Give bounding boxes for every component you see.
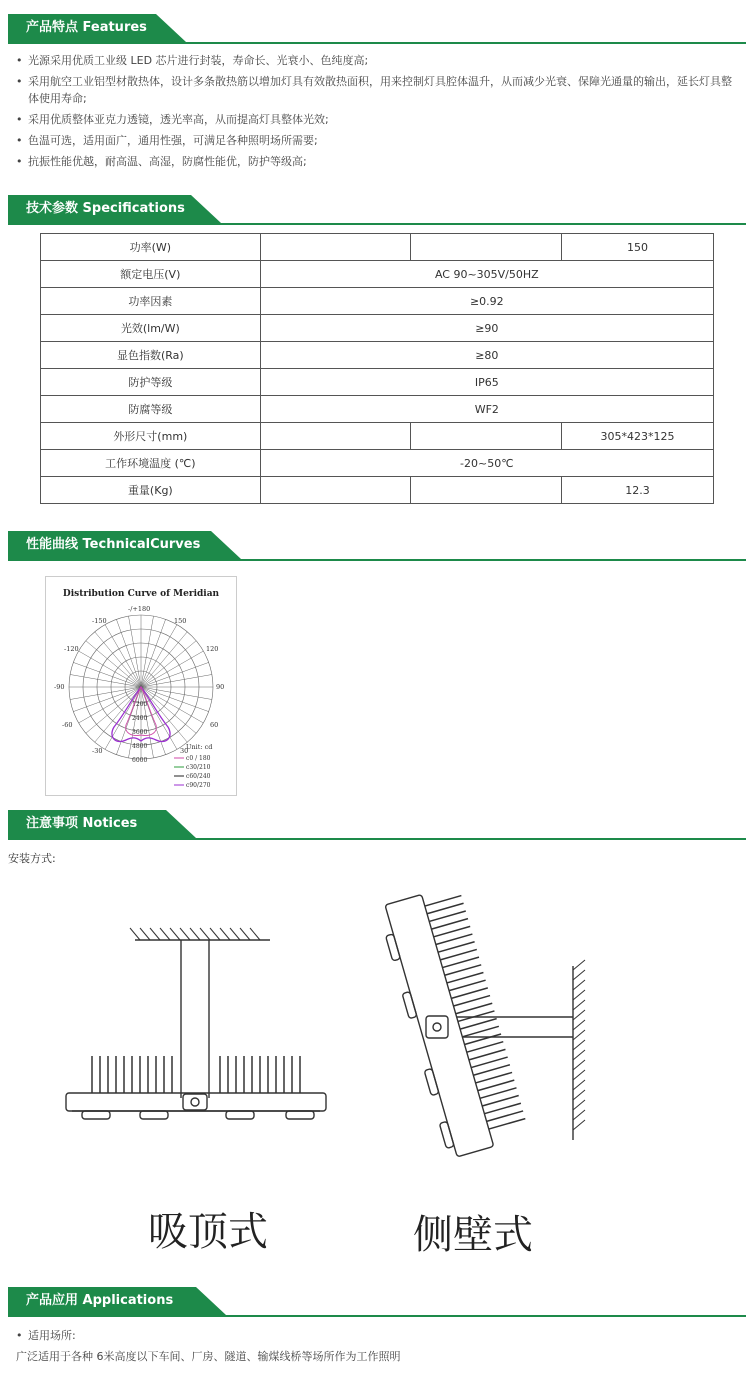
diagram-line (573, 970, 585, 980)
diagram-line (482, 1096, 519, 1106)
diagram-line (573, 1100, 585, 1110)
ring-label: 3600 (132, 729, 148, 736)
diagram-line (573, 990, 585, 1000)
spec-value: AC 90~305V/50HZ (260, 261, 713, 288)
spec-blank (411, 477, 562, 504)
ring-label: 6000 (132, 757, 148, 764)
diagram-line (573, 1110, 585, 1120)
diagram-line (460, 1019, 497, 1029)
angle-label: -30 (92, 747, 103, 755)
table-row (41, 369, 714, 396)
diagram-line (573, 1080, 585, 1090)
diagram-line (573, 960, 585, 970)
diagram-line (458, 1011, 495, 1021)
diagram-line (469, 1049, 506, 1059)
diagram-line (427, 903, 464, 913)
spec-value: 305*423*125 (562, 423, 714, 450)
spec-value: ≥80 (260, 342, 713, 369)
divider (8, 42, 746, 44)
section-title: 产品特点 Features (8, 14, 156, 42)
list-item: • 采用航空工业铝型材散热体，设计多条散热筋以增加灯具有效散热面积，用来控制灯具腔体温升，从而减少光衰、保障光通量的输出，延长灯具整体使用寿命; (16, 73, 741, 107)
diagram-line (240, 928, 250, 940)
diagram-line (170, 928, 180, 940)
bullet: • (16, 1329, 23, 1342)
applications (16, 1327, 401, 1366)
diagram-line (473, 1065, 510, 1075)
table-row (41, 342, 714, 369)
spec-value: 12.3 (562, 477, 714, 504)
diagram-line (573, 1020, 585, 1030)
angle-label: 150 (174, 617, 187, 625)
angle-label: 60 (210, 721, 219, 729)
spec-blank (260, 234, 411, 261)
section-header-specs (8, 195, 746, 225)
angle-label: -90 (54, 683, 65, 691)
unit-label: Unit: cd (186, 743, 213, 751)
diagram-line (573, 1010, 585, 1020)
section-header-features (8, 14, 746, 44)
diagram-line (573, 1030, 585, 1040)
ceiling-caption: 吸顶式 (148, 1209, 268, 1255)
diagram-line (478, 1080, 515, 1090)
diagram-line (573, 1090, 585, 1100)
legend-item: c0 / 180 (186, 755, 211, 762)
table-row (41, 315, 714, 342)
diagram-line (573, 1070, 585, 1080)
section-title: 注意事项 Notices (8, 810, 166, 838)
diagram-line (454, 996, 491, 1006)
section-title: 性能曲线 TechnicalCurves (8, 531, 211, 559)
diagram-line (489, 1119, 526, 1129)
angle-label: -150 (92, 617, 107, 625)
diagram-line (471, 1057, 508, 1067)
angle-label: -60 (62, 721, 73, 729)
diagram-line (440, 949, 477, 959)
diagram-line (456, 1003, 493, 1013)
spec-blank (411, 234, 562, 261)
diagram-line (436, 934, 473, 944)
diagram-line (442, 957, 479, 967)
diagram-line (573, 1060, 585, 1070)
diagram-line (230, 928, 240, 940)
diagram-line (210, 928, 220, 940)
polar-chart (46, 577, 236, 795)
distribution-curve (45, 576, 237, 796)
diagram-line (487, 1111, 524, 1121)
legend-item: c60/240 (186, 773, 211, 780)
section-header-curves (8, 531, 746, 561)
spec-blank (411, 423, 562, 450)
install-label: 安装方式: (8, 852, 56, 865)
diagram-line (250, 928, 260, 940)
ring-label: 1200 (132, 701, 148, 708)
wall-caption: 侧壁式 (413, 1212, 533, 1258)
angle-label: 30 (180, 747, 189, 755)
diagram-line (467, 1042, 504, 1052)
curve-legend (174, 755, 211, 789)
app-label: 适用场所: (28, 1329, 76, 1342)
section-title: 技术参数 Specifications (8, 195, 191, 223)
angle-label: 120 (206, 645, 219, 653)
section-header-notices (8, 810, 746, 840)
diagram-line (480, 1088, 517, 1098)
diagram-line (447, 972, 484, 982)
table-row (41, 450, 714, 477)
table-row (41, 261, 714, 288)
angle-label: -/+180 (128, 605, 151, 613)
diagram-line (425, 896, 462, 906)
diagram-line (190, 928, 200, 940)
legend-item: c90/270 (186, 782, 211, 789)
diagram-line (449, 980, 486, 990)
table-row (41, 477, 714, 504)
spec-blank (260, 423, 411, 450)
section-header-apps (8, 1287, 746, 1317)
app-text: 广泛适用于各种 6米高度以下车间、厂房、隧道、输煤线桥等场所作为工作照明 (16, 1350, 401, 1363)
spec-label: 工作环境温度 (℃) (41, 450, 261, 477)
app-label-row (16, 1327, 401, 1345)
wall-mount-diagram (377, 884, 585, 1159)
diagram-line (140, 928, 150, 940)
divider (8, 1315, 746, 1317)
legend-item: c30/210 (186, 764, 211, 771)
spec-label: 功率(W) (41, 234, 261, 261)
spec-label: 功率因素 (41, 288, 261, 315)
diagram-line (160, 928, 170, 940)
table-row (41, 396, 714, 423)
ring-label: 2400 (132, 715, 148, 722)
section-title: 产品应用 Applications (8, 1287, 196, 1315)
diagram-line (431, 919, 468, 929)
diagram-line (445, 965, 482, 975)
features-list (16, 52, 741, 174)
spec-label: 防护等级 (41, 369, 261, 396)
diagram-line (438, 942, 475, 952)
table-row (41, 234, 714, 261)
diagram-line (465, 1034, 502, 1044)
ring-label: 4800 (132, 743, 148, 750)
diagram-line (200, 928, 210, 940)
spec-label: 外形尺寸(mm) (41, 423, 261, 450)
table-row (41, 423, 714, 450)
spec-value: ≥90 (260, 315, 713, 342)
spec-label: 光效(lm/W) (41, 315, 261, 342)
divider (8, 223, 746, 225)
diagram-line (573, 980, 585, 990)
diagram-line (130, 928, 140, 940)
diagram-line (573, 1050, 585, 1060)
list-item: • 采用优质整体亚克力透镜，透光率高，从而提高灯具整体光效; (16, 111, 741, 128)
diagram-line (573, 1120, 585, 1130)
spec-value: 150 (562, 234, 714, 261)
spec-value: WF2 (260, 396, 713, 423)
spec-table (40, 233, 714, 504)
table-row (41, 288, 714, 315)
ceiling-mount-diagram (66, 928, 326, 1119)
diagram-line (150, 928, 160, 940)
divider (8, 559, 746, 561)
diagram-line (484, 1103, 521, 1113)
diagram-line (573, 1040, 585, 1050)
spec-label: 额定电压(V) (41, 261, 261, 288)
list-item: • 光源采用优质工业级 LED 芯片进行封装，寿命长、光衰小、色纯度高; (16, 52, 741, 69)
curve-title: Distribution Curve of Meridian (62, 589, 220, 599)
list-item: • 抗振性能优越，耐高温、高湿，防腐性能优，防护等级高; (16, 153, 741, 170)
spec-label: 防腐等级 (41, 396, 261, 423)
spec-blank (260, 477, 411, 504)
diagram-line (434, 926, 471, 936)
list-item: • 色温可选，适用面广，通用性强，可满足各种照明场所需要; (16, 132, 741, 149)
spec-label: 重量(Kg) (41, 477, 261, 504)
diagram-line (451, 988, 488, 998)
spec-value: IP65 (260, 369, 713, 396)
diagram-line (180, 928, 190, 940)
spec-label: 显色指数(Ra) (41, 342, 261, 369)
install-diagram (0, 880, 750, 1180)
diagram-line (573, 1000, 585, 1010)
spec-value: -20~50℃ (260, 450, 713, 477)
diagram-line (220, 928, 230, 940)
diagram-line (476, 1072, 513, 1082)
angle-label: -120 (64, 645, 79, 653)
diagram-line (462, 1026, 499, 1036)
diagram-line (429, 911, 466, 921)
angle-label: 90 (216, 683, 225, 691)
spec-value: ≥0.92 (260, 288, 713, 315)
divider (8, 838, 746, 840)
